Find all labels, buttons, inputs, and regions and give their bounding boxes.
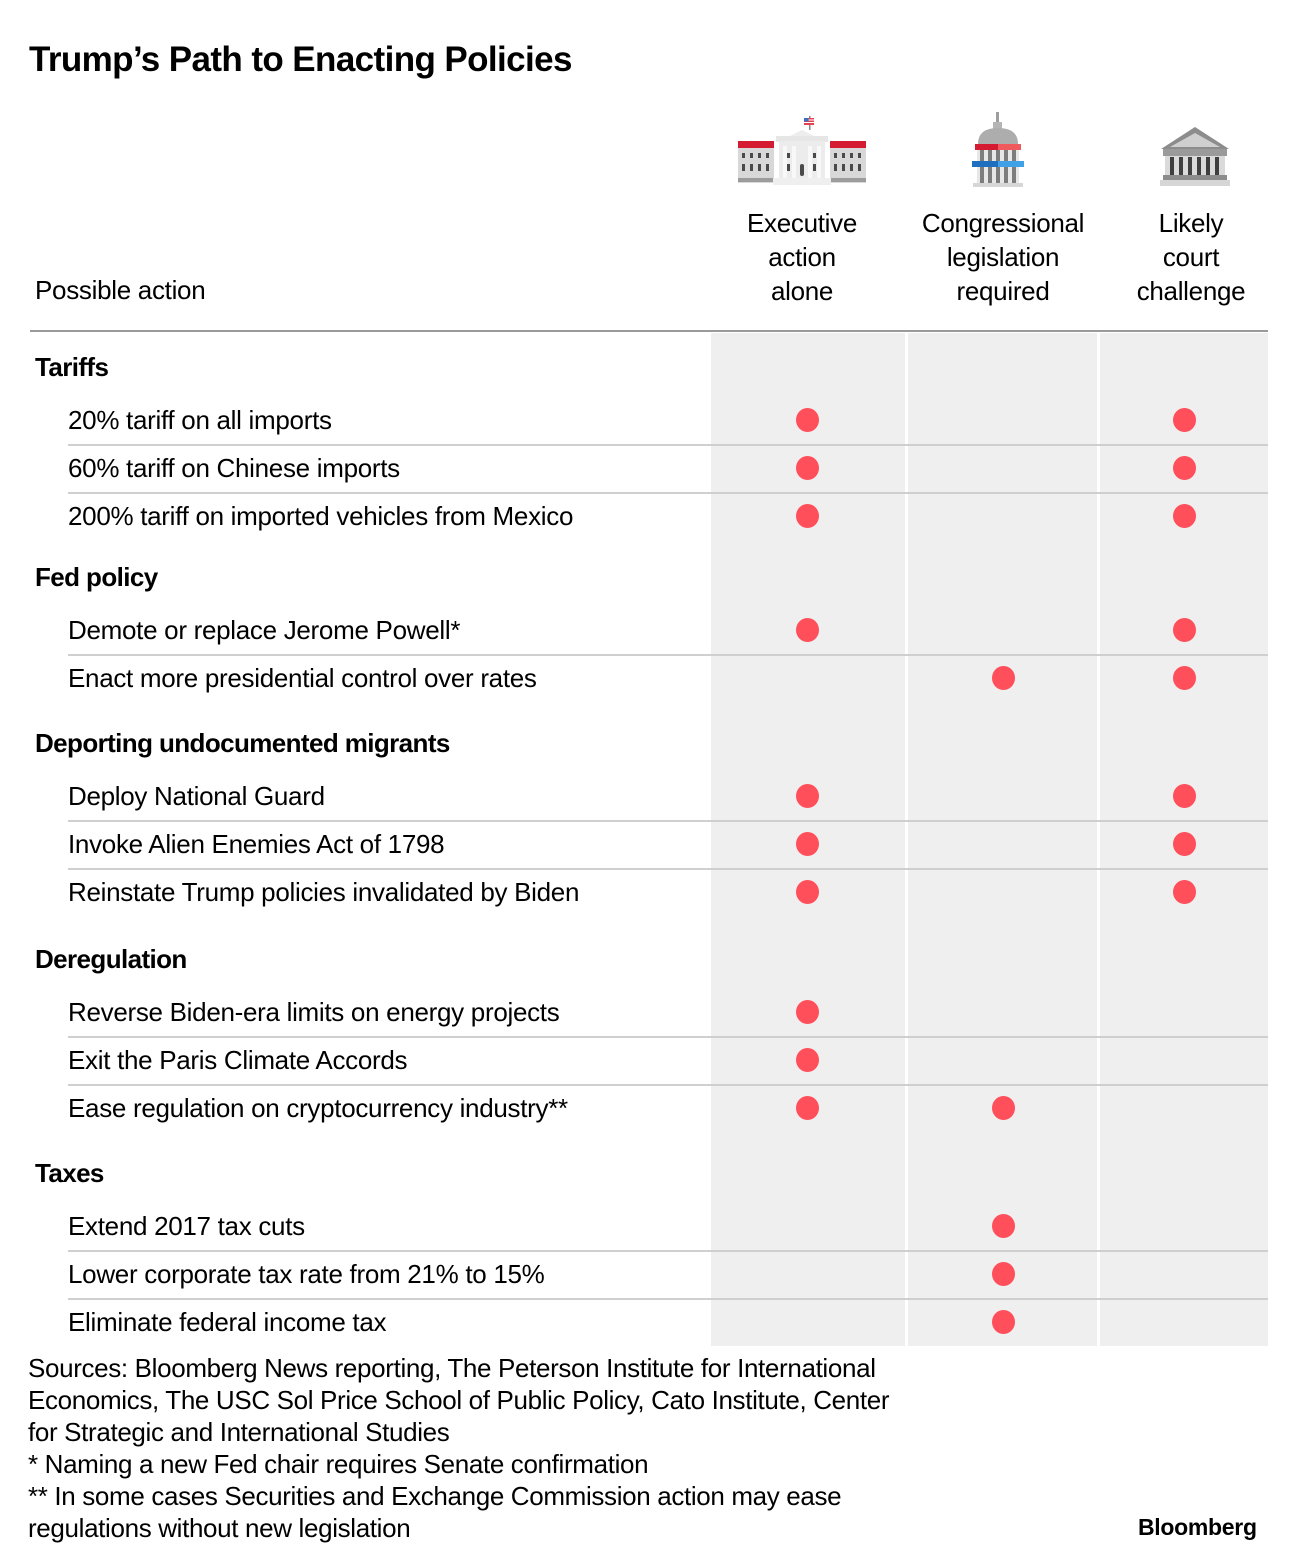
row-divider [68, 1250, 1268, 1252]
dot-marker-executive [796, 832, 819, 856]
action-label: Extend 2017 tax cuts [68, 1211, 305, 1241]
row-divider [68, 1036, 1268, 1038]
source-note-line: Economics, The USC Sol Price School of Public Policy, Cato Institute, Center [28, 1385, 890, 1415]
dot-marker-court [1173, 456, 1196, 480]
dot-marker-executive [796, 504, 819, 528]
dot-marker-court [1173, 784, 1196, 808]
source-note-line: for Strategic and International Studies [28, 1417, 450, 1447]
row-divider [68, 868, 1268, 870]
dot-marker-court [1173, 832, 1196, 856]
footnote-line: * Naming a new Fed chair requires Senate confirmation [28, 1449, 649, 1479]
bloomberg-logo: Bloomberg [1138, 1514, 1257, 1540]
chart-title: Trump’s Path to Enacting Policies [29, 40, 572, 79]
dot-marker-executive [796, 618, 819, 642]
dot-marker-executive [796, 1048, 819, 1072]
action-label: Reinstate Trump policies invalidated by Biden [68, 877, 580, 907]
action-label: Ease regulation on cryptocurrency industry** [68, 1093, 568, 1123]
dot-marker-executive [796, 880, 819, 904]
row-divider [68, 492, 1268, 494]
section-header: Deporting undocumented migrants [35, 728, 450, 758]
action-label: 60% tariff on Chinese imports [68, 453, 400, 483]
column-background-congressional [908, 333, 1097, 1346]
header-rule [30, 330, 1268, 332]
dot-marker-executive [796, 1096, 819, 1120]
white-house-icon [737, 116, 867, 188]
section-header: Fed policy [35, 562, 158, 592]
dot-marker-executive [796, 1000, 819, 1024]
dot-marker-court [1173, 504, 1196, 528]
action-label: Lower corporate tax rate from 21% to 15% [68, 1259, 545, 1289]
row-divider [68, 444, 1268, 446]
row-divider [68, 820, 1268, 822]
dot-marker-court [1173, 666, 1196, 690]
action-label: 20% tariff on all imports [68, 405, 332, 435]
section-header: Deregulation [35, 944, 187, 974]
source-note-line: Sources: Bloomberg News reporting, The Peterson Institute for International [28, 1353, 876, 1383]
footnote-line: regulations without new legislation [28, 1513, 411, 1543]
action-label: Invoke Alien Enemies Act of 1798 [68, 829, 445, 859]
section-header: Tariffs [35, 352, 109, 382]
action-label: Demote or replace Jerome Powell* [68, 615, 461, 645]
dot-marker-congressional [992, 1214, 1015, 1238]
column-header-congressional: Congressional legislation required [921, 208, 1085, 306]
dot-marker-congressional [992, 1310, 1015, 1334]
dot-marker-congressional [992, 1262, 1015, 1286]
row-label-header: Possible action [35, 275, 206, 305]
dot-marker-court [1173, 618, 1196, 642]
courthouse-icon [1159, 125, 1231, 187]
action-label: Eliminate federal income tax [68, 1307, 387, 1337]
section-header: Taxes [35, 1158, 104, 1188]
dot-marker-congressional [992, 666, 1015, 690]
action-label: Deploy National Guard [68, 781, 325, 811]
dot-marker-court [1173, 408, 1196, 432]
row-divider [68, 654, 1268, 656]
column-header-court: Likely court challenge [1136, 208, 1246, 306]
footer-notes [28, 1352, 889, 1544]
column-header-executive: Executive action alone [746, 208, 858, 306]
dot-marker-executive [796, 456, 819, 480]
dot-marker-executive [796, 784, 819, 808]
row-divider [68, 1084, 1268, 1086]
row-divider [68, 1298, 1268, 1300]
dot-marker-court [1173, 880, 1196, 904]
action-label: 200% tariff on imported vehicles from Mexico [68, 501, 574, 531]
footnote-line: ** In some cases Securities and Exchange Commission action may ease [28, 1481, 842, 1511]
capitol-icon [970, 112, 1026, 188]
action-label: Reverse Biden-era limits on energy projects [68, 997, 560, 1027]
dot-marker-congressional [992, 1096, 1015, 1120]
action-label: Exit the Paris Climate Accords [68, 1045, 408, 1075]
dot-marker-executive [796, 408, 819, 432]
action-label: Enact more presidential control over rates [68, 663, 537, 693]
